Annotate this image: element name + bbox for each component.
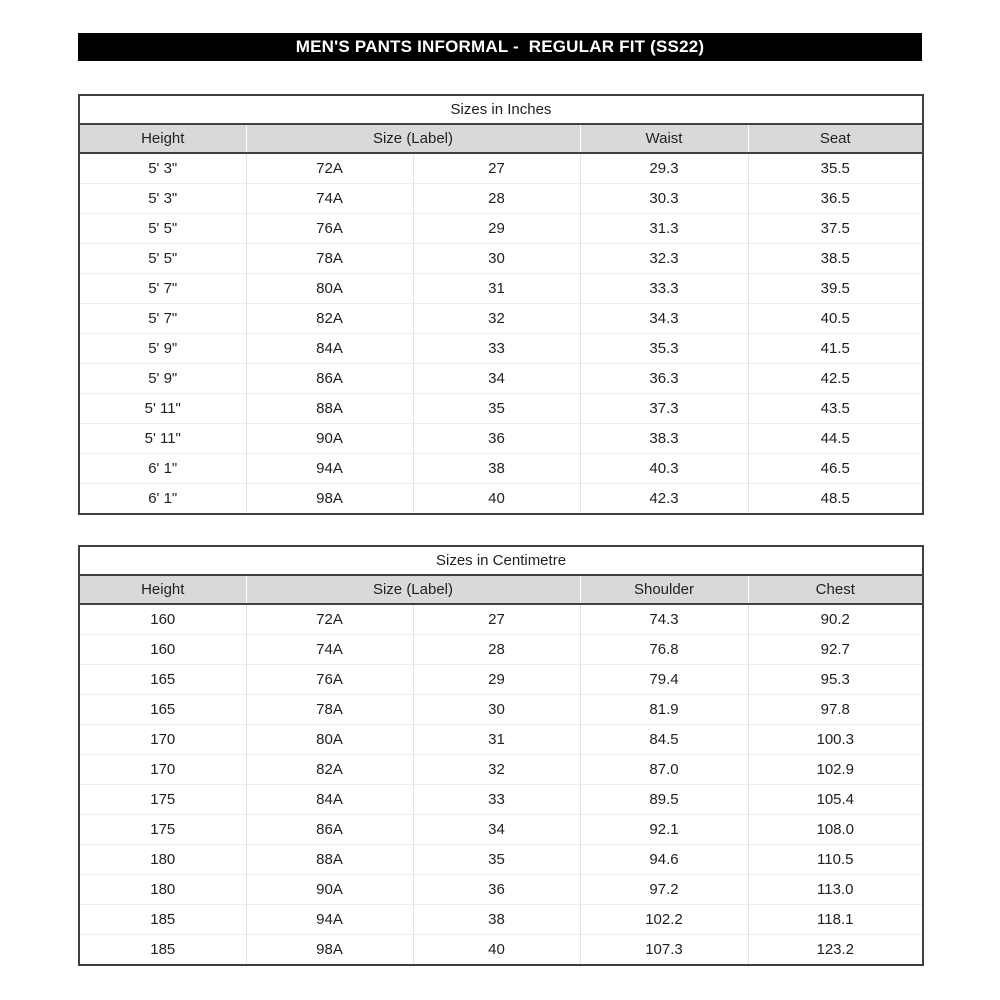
table-cell: 76.8: [580, 635, 748, 665]
table-cell: 98A: [246, 935, 413, 966]
table-row: [79, 153, 923, 184]
table-cell: 80A: [246, 725, 413, 755]
table-cell: 35.5: [748, 153, 923, 184]
table-cell: 90A: [246, 875, 413, 905]
table-cell: 44.5: [748, 424, 923, 454]
table-cell: 102.2: [580, 905, 748, 935]
table-cell: 38.3: [580, 424, 748, 454]
table-cell: 5' 3": [79, 184, 246, 214]
table-cell: 84.5: [580, 725, 748, 755]
table-row: [79, 484, 923, 515]
table-cell: 100.3: [748, 725, 923, 755]
table-row: [79, 785, 923, 815]
table-header-row: [79, 575, 923, 604]
table-body: [79, 153, 923, 514]
table-body: [79, 604, 923, 965]
table-cell: 102.9: [748, 755, 923, 785]
table-cell: 5' 3": [79, 153, 246, 184]
table-row: [79, 364, 923, 394]
table-cell: 5' 11": [79, 424, 246, 454]
table-row: [79, 424, 923, 454]
table-row: [79, 334, 923, 364]
table-title: Sizes in Inches: [79, 95, 923, 124]
table-cell: 31.3: [580, 214, 748, 244]
table-cell: 42.5: [748, 364, 923, 394]
table-cell: 33.3: [580, 274, 748, 304]
table-cell: 72A: [246, 604, 413, 635]
table-cell: 98A: [246, 484, 413, 515]
column-header-chest: Chest: [748, 575, 923, 604]
table-cell: 37.3: [580, 394, 748, 424]
sizes-in-centimetre-table: [78, 545, 924, 966]
table-cell: 90A: [246, 424, 413, 454]
table-cell: 74.3: [580, 604, 748, 635]
table-row: [79, 304, 923, 334]
table-row: [79, 905, 923, 935]
table-title-row: [79, 95, 923, 124]
table-cell: 38: [413, 454, 580, 484]
table-row: [79, 695, 923, 725]
table-cell: 76A: [246, 665, 413, 695]
table-cell: 33: [413, 334, 580, 364]
table-cell: 82A: [246, 755, 413, 785]
sizes-in-inches-table: [78, 94, 924, 515]
table-cell: 36: [413, 875, 580, 905]
table-cell: 160: [79, 635, 246, 665]
table-row: [79, 755, 923, 785]
table-row: [79, 725, 923, 755]
column-header-seat: Seat: [748, 124, 923, 153]
table-row: [79, 274, 923, 304]
table-cell: 90.2: [748, 604, 923, 635]
table-cell: 86A: [246, 364, 413, 394]
table-cell: 6' 1": [79, 484, 246, 515]
table-cell: 31: [413, 274, 580, 304]
table-cell: 165: [79, 695, 246, 725]
table-cell: 170: [79, 725, 246, 755]
table-cell: 40.3: [580, 454, 748, 484]
table-cell: 29: [413, 214, 580, 244]
table-row: [79, 184, 923, 214]
column-header-height: Height: [79, 575, 246, 604]
table-cell: 42.3: [580, 484, 748, 515]
table-cell: 108.0: [748, 815, 923, 845]
table-cell: 5' 9": [79, 334, 246, 364]
table-cell: 38: [413, 905, 580, 935]
table-cell: 74A: [246, 184, 413, 214]
table-row: [79, 214, 923, 244]
table-cell: 27: [413, 604, 580, 635]
table-cell: 78A: [246, 695, 413, 725]
table-cell: 79.4: [580, 665, 748, 695]
table-cell: 80A: [246, 274, 413, 304]
table-cell: 36.3: [580, 364, 748, 394]
table-cell: 180: [79, 845, 246, 875]
table-cell: 92.1: [580, 815, 748, 845]
column-header-height: Height: [79, 124, 246, 153]
table-cell: 36.5: [748, 184, 923, 214]
table-row: [79, 604, 923, 635]
table-cell: 160: [79, 604, 246, 635]
table-cell: 78A: [246, 244, 413, 274]
table-cell: 36: [413, 424, 580, 454]
table-row: [79, 394, 923, 424]
table-cell: 33: [413, 785, 580, 815]
table-cell: 94A: [246, 905, 413, 935]
table-row: [79, 875, 923, 905]
table-cell: 5' 7": [79, 274, 246, 304]
table-cell: 40.5: [748, 304, 923, 334]
table-cell: 105.4: [748, 785, 923, 815]
table-cell: 5' 5": [79, 244, 246, 274]
table-cell: 5' 7": [79, 304, 246, 334]
table-header-row: [79, 124, 923, 153]
table-cell: 84A: [246, 785, 413, 815]
table-cell: 30.3: [580, 184, 748, 214]
table-cell: 94A: [246, 454, 413, 484]
table-cell: 89.5: [580, 785, 748, 815]
table-cell: 74A: [246, 635, 413, 665]
table-cell: 48.5: [748, 484, 923, 515]
table-cell: 165: [79, 665, 246, 695]
table-row: [79, 815, 923, 845]
table-cell: 87.0: [580, 755, 748, 785]
table-cell: 34: [413, 815, 580, 845]
table-cell: 34: [413, 364, 580, 394]
table-cell: 5' 11": [79, 394, 246, 424]
table-cell: 5' 9": [79, 364, 246, 394]
table-cell: 76A: [246, 214, 413, 244]
table-row: [79, 454, 923, 484]
table-cell: 41.5: [748, 334, 923, 364]
table-cell: 29.3: [580, 153, 748, 184]
table-cell: 180: [79, 875, 246, 905]
table-cell: 39.5: [748, 274, 923, 304]
column-header-size-label: Size (Label): [246, 124, 580, 153]
table-cell: 35: [413, 845, 580, 875]
table-cell: 110.5: [748, 845, 923, 875]
table-cell: 123.2: [748, 935, 923, 966]
table-title-row: [79, 546, 923, 575]
table-cell: 86A: [246, 815, 413, 845]
table-title: Sizes in Centimetre: [79, 546, 923, 575]
table-cell: 97.8: [748, 695, 923, 725]
table-row: [79, 935, 923, 966]
table-cell: 185: [79, 905, 246, 935]
table-cell: 38.5: [748, 244, 923, 274]
table-cell: 27: [413, 153, 580, 184]
table-row: [79, 244, 923, 274]
table-cell: 28: [413, 635, 580, 665]
table-cell: 175: [79, 785, 246, 815]
table-row: [79, 635, 923, 665]
table-cell: 40: [413, 484, 580, 515]
table-cell: 30: [413, 695, 580, 725]
table-cell: 175: [79, 815, 246, 845]
table-cell: 5' 5": [79, 214, 246, 244]
table-cell: 113.0: [748, 875, 923, 905]
table-cell: 30: [413, 244, 580, 274]
table-cell: 43.5: [748, 394, 923, 424]
table-cell: 31: [413, 725, 580, 755]
document-title: MEN'S PANTS INFORMAL - REGULAR FIT (SS22): [295, 37, 705, 56]
table-cell: 72A: [246, 153, 413, 184]
table-cell: 46.5: [748, 454, 923, 484]
table-cell: 84A: [246, 334, 413, 364]
table-cell: 92.7: [748, 635, 923, 665]
table-cell: 32: [413, 755, 580, 785]
table-cell: 82A: [246, 304, 413, 334]
table-cell: 88A: [246, 394, 413, 424]
table-cell: 35.3: [580, 334, 748, 364]
table-cell: 28: [413, 184, 580, 214]
column-header-shoulder: Shoulder: [580, 575, 748, 604]
table-cell: 97.2: [580, 875, 748, 905]
table-row: [79, 845, 923, 875]
table-cell: 95.3: [748, 665, 923, 695]
table-cell: 37.5: [748, 214, 923, 244]
table-row: [79, 665, 923, 695]
table-cell: 29: [413, 665, 580, 695]
table-cell: 185: [79, 935, 246, 966]
table-cell: 6' 1": [79, 454, 246, 484]
table-cell: 32: [413, 304, 580, 334]
table-cell: 32.3: [580, 244, 748, 274]
table-cell: 118.1: [748, 905, 923, 935]
table-cell: 170: [79, 755, 246, 785]
table-cell: 34.3: [580, 304, 748, 334]
table-cell: 40: [413, 935, 580, 966]
table-cell: 88A: [246, 845, 413, 875]
column-header-waist: Waist: [580, 124, 748, 153]
column-header-size-label: Size (Label): [246, 575, 580, 604]
table-cell: 81.9: [580, 695, 748, 725]
table-cell: 94.6: [580, 845, 748, 875]
table-cell: 107.3: [580, 935, 748, 966]
document-title-bar: [78, 33, 922, 61]
table-cell: 35: [413, 394, 580, 424]
